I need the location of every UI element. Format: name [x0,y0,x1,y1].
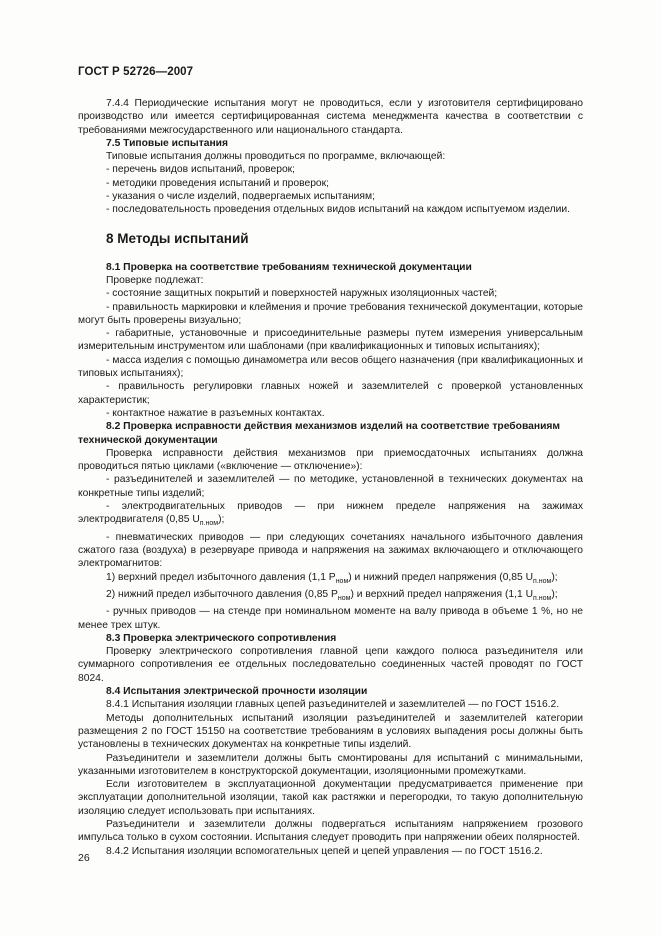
list-item: - разъединителей и заземлителей — по методике, установленной в технических документах на конкретные типы изделий; [78,474,583,499]
item-text: 2) нижний предел избыточного давления (0,85 P [106,588,338,600]
list-item: - последовательность проведения отдельных видов испытаний на каждом испытуемом изделии. [106,204,570,216]
list-item: - состояние защитных покрытий и поверхностей наружных изоляционных частей; [106,288,498,300]
paragraph-extra-insulation: Если изготовителем в эксплуатационной документации предусматривается применение при эксплуатации дополнительной изоляции, такой как растяжки и перегородки, то такую дополнительную изоляцию следует использовать при испытаниях. [78,779,583,817]
list-item: - габаритные, установочные и присоединительные размеры путем измерения универсальным измерительным инструментом или шаблонами (при квалификационных и типовых испытаниях); [78,328,583,353]
list-item [78,500,583,531]
paragraph-check-items: Проверке подлежат: [106,274,204,286]
paragraph-impulse: Разъединители и заземлители должны подвергаться испытаниям напряжением грозового импульса только в сухом состоянии. Испытания следует проводить при напряжении обеих полярностей. [78,818,583,844]
section-title-8: 8 Методы испытаний [106,230,249,246]
item-text: ) и верхний предел напряжения (1,1 U [350,588,534,600]
numbered-item-1 [78,571,583,588]
list-item: - правильность регулировки главных ножей и заземлителей с проверкой установленных характеристик; [78,381,583,406]
paragraph-typical-tests: Типовые испытания должны проводиться по программе, включающей: [106,151,446,163]
list-item: - пневматических приводов — при следующих сочетаниях начального избыточного давления сжатого газа (воздуха) в резервуаре привода и напряжения на зажимах включающего и отключающего электромагнитов: [78,531,583,570]
paragraph-additional-tests: Методы дополнительных испытаний изоляции разъединителей и заземлителей категории размещения 2 по ГОСТ 15150 на соответствие требованиям в условиях выпадения росы должны быть установлены в технических документах на конкретные типы изделий. [78,712,583,751]
subscript: ном [335,577,349,585]
numbered-item-2 [78,588,583,605]
page-number: 26 [78,852,90,864]
list-item: - указания о числе изделий, подвергаемых испытаниям; [106,191,375,203]
heading-8-2: 8.2 Проверка исправности действия механизмов изделий на соответствие требованиям технической документации [78,421,561,446]
list-text: - электродвигательных приводов — при нижнем пределе напряжения на зажимах электродвигателя (0,85 U [78,501,583,526]
heading-7-5: 7.5 Типовые испытания [106,137,229,149]
heading-8-4: 8.4 Испытания электрической прочности изоляции [106,686,368,698]
subscript: ном [337,594,351,602]
subscript: п.ном [533,577,552,585]
subscript: п.ном [199,520,219,528]
paragraph-8-4-2: 8.4.2 Испытания изоляции вспомогательных цепей и цепей управления — по ГОСТ 1516.2. [106,845,543,857]
item-text: 1) верхний предел избыточного давления (1,1 P [106,571,336,583]
list-item: - ручных приводов — на стенде при номинальном моменте на валу привода в объеме 1 %, но не менее трех штук. [78,606,583,631]
document-header: ГОСТ Р 52726—2007 [78,66,194,78]
paragraph-mechanism-check: Проверка исправности действия механизмов при приемосдаточных испытаниях должна проводиться пятью циклами («включение — отключение»): [78,447,583,473]
document-body [78,97,583,858]
paragraph-8-4-1: 8.4.1 Испытания изоляции главных цепей разъединителей и заземлителей — по ГОСТ 1516.2. [106,699,560,711]
heading-8-3: 8.3 Проверка электрического сопротивления [106,632,337,644]
item-text: ); [551,588,558,600]
heading-8-1: 8.1 Проверка на соответствие требованиям технической документации [106,261,472,273]
paragraph-mounting: Разъединители и заземлители должны быть смонтированы для испытаний с минимальными, указанными изготовителем в конструкторской документации, изоляционными промежутками. [78,752,583,777]
paragraph-resistance: Проверку электрического сопротивления главной цепи каждого полюса разъединителя или суммарного сопротивления ее отдельных последовательно соединенных частей проводят по ГОСТ 8024. [78,646,583,684]
list-item: - масса изделия с помощью динамометра или весов общего назначения (при квалификационных и типовых испытаниях); [78,354,583,380]
item-text: ); [551,571,558,583]
list-item: - правильность маркировки и клеймения и прочие требования технической документации, которые могут быть проверены визуально; [78,301,583,326]
list-text: ); [218,514,225,526]
list-item: - методики проведения испытаний и проверок; [106,177,330,189]
subscript: п.ном [533,594,552,602]
paragraph-7-4-4: 7.4.4 Периодические испытания могут не проводиться, если у изготовителя сертифицировано производство или имеется сертифицированная система менеджмента качества в соответствии с требованиями межгосударственного или национального стандарта. [78,98,583,136]
list-item: - перечень видов испытаний, проверок; [106,164,296,176]
item-text: ) и нижний предел напряжения (0,85 U [348,571,534,583]
list-item: - контактное нажатие в разъемных контактах. [106,407,325,419]
